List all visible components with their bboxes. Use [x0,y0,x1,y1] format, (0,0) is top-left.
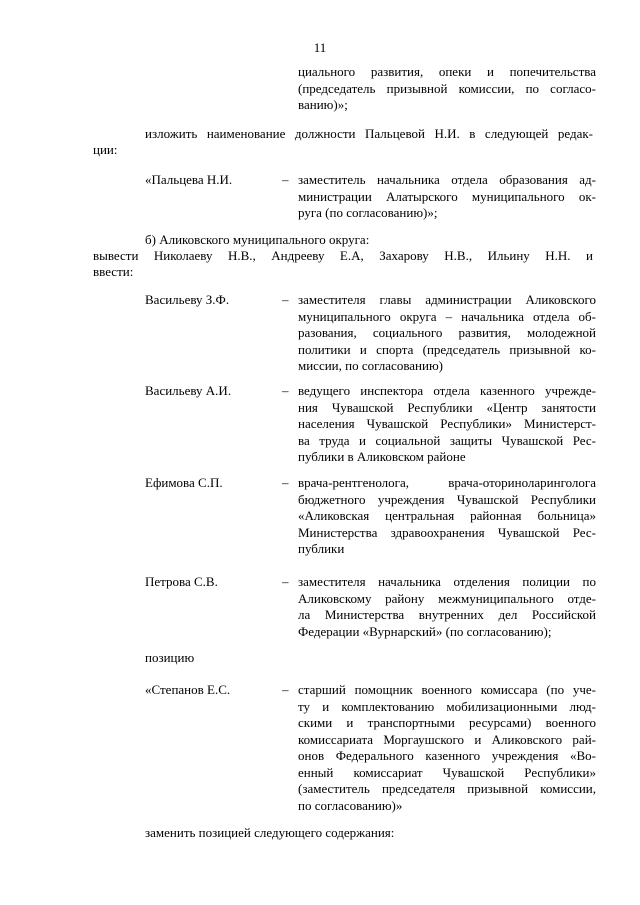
text-line: ва труда и социальной защиты Чувашской Рес- [298,432,596,448]
dash: – [282,292,289,307]
text-line: «Аликовская центральная районная больница» [298,508,596,523]
text-line: старший помощник военного комиссара (по уче- [298,682,596,697]
text-line: заместителя главы администрации Аликовского [298,292,596,307]
text-line: муниципального округа – начальника отдела об- [298,308,596,324]
text-line: ванию)»; [298,97,348,112]
text-line: разования, социального развития, молодежной [298,325,596,340]
member-name: Васильеву З.Ф. [145,292,230,307]
text-line: публики [298,541,345,556]
text-line: б) Аликовского муниципального округа: [145,232,370,247]
text-line: изложить наименование должности Пальцевой Н.И. в следующей редак- [145,126,593,141]
member-name: Ефимова С.П. [145,475,223,490]
text-line: Аликовскому району межмуниципального отде- [298,590,596,606]
text-line: скими и транспортными ресурсами) военного [298,715,596,730]
text-line: Федерации «Вурнарский» (по согласованию); [298,623,552,639]
dash: – [282,682,289,697]
dash: – [282,383,289,398]
member-name: Васильеву А.И. [145,383,232,398]
text-line: заместитель начальника отдела образования ад- [298,172,596,187]
text-line: (заместитель председателя призывной комиссии, [298,781,596,796]
text-line: ции: [93,142,118,157]
dash: – [282,574,289,589]
section-heading [93,232,593,248]
text-line: населения Чувашской Республики» Министерст- [298,416,596,431]
text-line: по согласованию)» [298,797,403,813]
text-line: (председатель призывной комиссии, по согласо- [298,80,596,96]
dash: – [282,475,289,490]
text-line: онов Федерального казенного учреждения «Во- [298,748,596,763]
text-line: циального развития, опеки и попечительства [298,64,596,79]
text-line: Министерства здравоохранения Чувашской Рес- [298,524,596,540]
member-description [298,682,596,814]
text-line: ла Министерства внутренних дел Российской [298,607,596,622]
member-description [298,475,596,558]
page-number: 11 [313,40,327,55]
text-line: ния Чувашской Республики «Центр занятости [298,399,596,415]
text-line: ту и комплектованию мобилизационными люд- [298,698,596,714]
replace-instruction: заменить позицией следующего содержания: [145,825,395,840]
member-description [298,172,596,222]
text-line: руга (по согласованию)»; [298,205,438,220]
member-name: «Степанов Е.С. [145,682,231,697]
text-line: ввести: [93,264,134,279]
text-line: миссии, по согласованию) [298,358,444,373]
text-line: политики и спорта (председатель призывной ко- [298,341,596,357]
text-line: комиссариата Моргаушского и Аликовского рай- [298,731,596,747]
text-line: енный комиссариат Чувашской Республики» [298,764,596,780]
member-name: Петрова С.В. [145,574,218,589]
member-name: «Пальцева Н.И. [145,172,233,187]
position-label: позицию [145,650,195,665]
text-line: заместителя начальника отделения полиции по [298,574,596,589]
dash: – [282,172,289,187]
instruction-paragraph [93,126,593,158]
text-line: публики в Аликовском районе [298,449,466,464]
text-line: министрации Алатырского муниципального ок- [298,188,596,204]
text-line: вывести Николаеву Н.В., Андрееву Е.А, Захарову Н.В., Ильину Н.Н. и [93,248,593,263]
continuation-text [298,64,596,114]
instruction-paragraph [93,248,593,280]
member-description [298,574,596,640]
text-line: врача-рентгенолога, врача-оториноларинголога [298,475,596,490]
member-description [298,383,596,466]
member-description [298,292,596,375]
text-line: ведущего инспектора отдела казенного учрежде- [298,383,596,398]
text-line: бюджетного учреждения Чувашской Республики [298,491,596,507]
